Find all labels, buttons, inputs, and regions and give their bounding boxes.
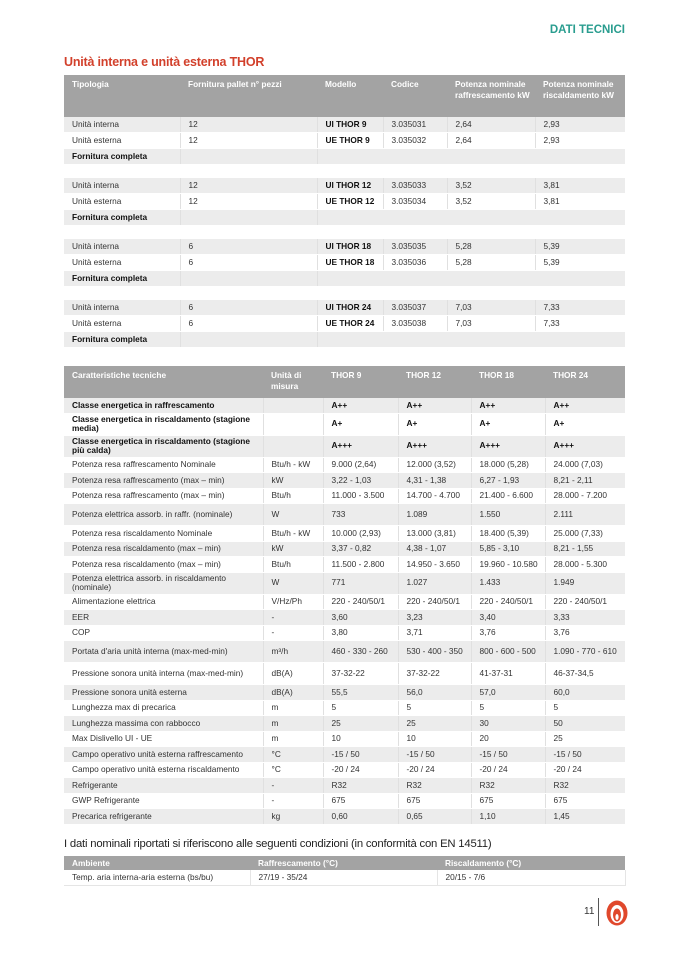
table-cell: A++ xyxy=(398,398,471,413)
table-cell: 5,28 xyxy=(447,255,535,271)
table-cell: m³/h xyxy=(263,641,323,663)
column-header: THOR 9 xyxy=(323,366,398,398)
column-header: THOR 12 xyxy=(398,366,471,398)
table-cell: 0,65 xyxy=(398,809,471,825)
table-cell: A+++ xyxy=(545,435,625,457)
table-row xyxy=(64,716,625,732)
column-header: Caratteristiche tecniche xyxy=(64,366,263,398)
table-cell: -20 / 24 xyxy=(471,762,545,778)
table-cell: 460 - 330 - 260 xyxy=(323,641,398,663)
table-cell: Potenza resa riscaldamento (max – min) xyxy=(64,541,263,557)
total-row xyxy=(64,149,625,165)
specs-table xyxy=(64,366,625,825)
column-header: Ambiente xyxy=(64,856,250,870)
table-cell: °C xyxy=(263,747,323,763)
table-cell: 41-37-31 xyxy=(471,663,545,685)
table-cell: 800 - 600 - 500 xyxy=(471,641,545,663)
table-cell: R32 xyxy=(545,778,625,794)
table-cell: UE THOR 24 xyxy=(317,316,383,332)
table-cell: UI THOR 18 xyxy=(317,239,383,255)
column-header: THOR 18 xyxy=(471,366,545,398)
table-cell: 1.090 - 770 - 610 xyxy=(545,641,625,663)
table-cell: 3.035038 xyxy=(383,316,447,332)
table-cell: 675 xyxy=(398,793,471,809)
table-cell: 4,31 - 1,38 xyxy=(398,473,471,489)
table-cell: 3,81 xyxy=(535,178,625,194)
table-cell: 530 - 400 - 350 xyxy=(398,641,471,663)
table-cell: Classe energetica in raffrescamento xyxy=(64,398,263,413)
table-cell: V/Hz/Ph xyxy=(263,594,323,610)
table-cell: UI THOR 12 xyxy=(317,178,383,194)
table-cell: 25.000 (7,33) xyxy=(545,526,625,542)
table-cell: 7,03 xyxy=(447,300,535,316)
total-label: Fornitura completa xyxy=(64,210,180,226)
table-row xyxy=(64,610,625,626)
table-cell: 220 - 240/50/1 xyxy=(323,594,398,610)
table-row xyxy=(64,413,625,435)
table-cell: 733 xyxy=(323,504,398,526)
table-cell: - xyxy=(263,610,323,626)
table-cell: Btu/h xyxy=(263,488,323,504)
table-cell xyxy=(180,271,317,287)
table-row xyxy=(64,809,625,825)
table-cell: Unità interna xyxy=(64,300,180,316)
table-cell: - xyxy=(263,793,323,809)
table-cell: 1.433 xyxy=(471,572,545,594)
table-cell: COP xyxy=(64,625,263,641)
table-cell: 220 - 240/50/1 xyxy=(398,594,471,610)
table-row xyxy=(64,194,625,210)
table-row xyxy=(64,731,625,747)
table-cell: EER xyxy=(64,610,263,626)
spacer xyxy=(64,287,625,301)
table-cell: Unità interna xyxy=(64,239,180,255)
table-cell: 21.400 - 6.600 xyxy=(471,488,545,504)
spacer xyxy=(64,165,625,179)
table-cell: 3,60 xyxy=(323,610,398,626)
table-cell: A++ xyxy=(471,398,545,413)
table-cell: 12 xyxy=(180,117,317,133)
table-row xyxy=(64,663,625,685)
table-row xyxy=(64,526,625,542)
table-row xyxy=(64,685,625,701)
table-cell: Potenza resa raffrescamento Nominale xyxy=(64,457,263,473)
table-row xyxy=(64,398,625,413)
table-cell: 3.035034 xyxy=(383,194,447,210)
page-title: Unità interna e unità esterna THOR xyxy=(64,55,265,69)
table-cell: Classe energetica in riscaldamento (stagione media) xyxy=(64,413,263,435)
table-row xyxy=(64,300,625,316)
table-cell: 3,52 xyxy=(447,178,535,194)
table-cell: m xyxy=(263,731,323,747)
table-cell: 14.700 - 4.700 xyxy=(398,488,471,504)
table-cell: 2,93 xyxy=(535,117,625,133)
table-cell xyxy=(263,413,323,435)
table-cell: 56,0 xyxy=(398,685,471,701)
table-cell: 3.035033 xyxy=(383,178,447,194)
table-cell: 3.035032 xyxy=(383,133,447,149)
column-header: Riscaldamento (°C) xyxy=(437,856,625,870)
table-row xyxy=(64,316,625,332)
table-cell: 13.000 (3,81) xyxy=(398,526,471,542)
table-cell: Potenza resa riscaldamento (max – min) xyxy=(64,557,263,573)
table-cell: 1.550 xyxy=(471,504,545,526)
table-cell: 6 xyxy=(180,239,317,255)
table-cell: UE THOR 12 xyxy=(317,194,383,210)
table-cell: -15 / 50 xyxy=(545,747,625,763)
table-row xyxy=(64,793,625,809)
table-cell: A+ xyxy=(471,413,545,435)
table-cell: UI THOR 24 xyxy=(317,300,383,316)
table-cell: 2,93 xyxy=(535,133,625,149)
table-cell: 1.089 xyxy=(398,504,471,526)
table-cell: Pressione sonora unità interna (max-med-min) xyxy=(64,663,263,685)
table-cell: R32 xyxy=(471,778,545,794)
table-cell: Pressione sonora unità esterna xyxy=(64,685,263,701)
table-cell: -15 / 50 xyxy=(471,747,545,763)
table-cell: UI THOR 9 xyxy=(317,117,383,133)
table-cell: 37-32-22 xyxy=(323,663,398,685)
table-cell: -20 / 24 xyxy=(545,762,625,778)
table-cell: 3,22 - 1,03 xyxy=(323,473,398,489)
table-cell: Campo operativo unità esterna riscaldamento xyxy=(64,762,263,778)
table-cell xyxy=(317,210,625,226)
table-cell: Unità interna xyxy=(64,178,180,194)
table-cell: kW xyxy=(263,473,323,489)
table-cell: Btu/h xyxy=(263,557,323,573)
table-cell xyxy=(317,332,625,348)
table-cell: 37-32-22 xyxy=(398,663,471,685)
table-cell: 10 xyxy=(323,731,398,747)
column-header: Codice xyxy=(383,75,447,117)
table-cell: 11.500 - 2.800 xyxy=(323,557,398,573)
table-cell xyxy=(180,149,317,165)
table-cell: R32 xyxy=(398,778,471,794)
table-cell: - xyxy=(263,625,323,641)
table-cell: W xyxy=(263,504,323,526)
table-cell: Btu/h - kW xyxy=(263,457,323,473)
table-cell: -15 / 50 xyxy=(323,747,398,763)
table-cell: A+ xyxy=(323,413,398,435)
table-cell: 19.960 - 10.580 xyxy=(471,557,545,573)
table-cell: A+++ xyxy=(471,435,545,457)
table-cell: 18.000 (5,28) xyxy=(471,457,545,473)
table-cell: 6,27 - 1,93 xyxy=(471,473,545,489)
table-cell: Unità esterna xyxy=(64,316,180,332)
table-cell: Potenza elettrica assorb. in riscaldamento (nominale) xyxy=(64,572,263,594)
total-row xyxy=(64,271,625,287)
table-row xyxy=(64,778,625,794)
table-cell: Classe energetica in riscaldamento (stagione più calda) xyxy=(64,435,263,457)
table-cell: R32 xyxy=(323,778,398,794)
table-cell: 3.035037 xyxy=(383,300,447,316)
table-cell: 3,76 xyxy=(545,625,625,641)
table-cell: 3,71 xyxy=(398,625,471,641)
table-cell: 12 xyxy=(180,178,317,194)
table-row xyxy=(64,178,625,194)
table-cell: Unità esterna xyxy=(64,194,180,210)
table-cell: 7,33 xyxy=(535,300,625,316)
table-cell: UE THOR 9 xyxy=(317,133,383,149)
table-row xyxy=(64,625,625,641)
table-cell: A+++ xyxy=(323,435,398,457)
table-cell: 4,38 - 1,07 xyxy=(398,541,471,557)
column-header: Tipologia xyxy=(64,75,180,117)
total-row xyxy=(64,210,625,226)
table-row xyxy=(64,457,625,473)
table-cell: 3,23 xyxy=(398,610,471,626)
table-cell: A++ xyxy=(545,398,625,413)
table-cell: A+ xyxy=(545,413,625,435)
table-cell: A++ xyxy=(323,398,398,413)
table-cell: - xyxy=(263,778,323,794)
table-cell: 25 xyxy=(323,716,398,732)
page-number: 11 xyxy=(584,906,595,917)
section-tag: DATI TECNICI xyxy=(549,24,625,36)
column-header: Modello xyxy=(317,75,383,117)
table-cell: m xyxy=(263,700,323,716)
table-cell: 25 xyxy=(398,716,471,732)
brand-logo-icon xyxy=(606,900,628,926)
table-cell: 5,85 - 3,10 xyxy=(471,541,545,557)
table-cell: Potenza elettrica assorb. in raffr. (nominale) xyxy=(64,504,263,526)
table-row xyxy=(64,641,625,663)
column-header: Unità di misura xyxy=(263,366,323,398)
table-cell: 3.035036 xyxy=(383,255,447,271)
table-row xyxy=(64,473,625,489)
column-header: Fornitura pallet n° pezzi xyxy=(180,75,317,117)
table-row xyxy=(64,133,625,149)
table-cell: 27/19 - 35/24 xyxy=(250,870,437,886)
table-cell: 6 xyxy=(180,255,317,271)
table-cell: 2,64 xyxy=(447,117,535,133)
table-cell: 2.111 xyxy=(545,504,625,526)
table-cell: 3,37 - 0,82 xyxy=(323,541,398,557)
total-row xyxy=(64,332,625,348)
table-cell xyxy=(317,271,625,287)
table-cell: 1.027 xyxy=(398,572,471,594)
table-cell: Alimentazione elettrica xyxy=(64,594,263,610)
table-cell: 6 xyxy=(180,300,317,316)
table-cell: 10.000 (2,93) xyxy=(323,526,398,542)
table-cell: Btu/h - kW xyxy=(263,526,323,542)
table-cell: kW xyxy=(263,541,323,557)
table-cell: 5 xyxy=(471,700,545,716)
table-cell: 6 xyxy=(180,316,317,332)
table-row xyxy=(64,488,625,504)
table-cell: 46-37-34,5 xyxy=(545,663,625,685)
table-cell: -20 / 24 xyxy=(398,762,471,778)
table-cell xyxy=(263,398,323,413)
table-cell: Precarica refrigerante xyxy=(64,809,263,825)
group-spacer xyxy=(64,165,625,179)
table-row xyxy=(64,239,625,255)
table-cell: 3,76 xyxy=(471,625,545,641)
column-header: Raffrescamento (°C) xyxy=(250,856,437,870)
table-cell: 0,60 xyxy=(323,809,398,825)
table-cell: 9.000 (2,64) xyxy=(323,457,398,473)
column-header: Potenza nominale riscaldamento kW xyxy=(535,75,625,117)
table-row xyxy=(64,435,625,457)
table-cell: 12 xyxy=(180,194,317,210)
table-cell: 771 xyxy=(323,572,398,594)
table-row xyxy=(64,504,625,526)
table-cell: Potenza resa raffrescamento (max – min) xyxy=(64,488,263,504)
table-cell xyxy=(317,149,625,165)
table-cell: 24.000 (7,03) xyxy=(545,457,625,473)
table-cell: 675 xyxy=(471,793,545,809)
table-cell: 1,45 xyxy=(545,809,625,825)
group-spacer xyxy=(64,226,625,240)
table-cell: Potenza resa riscaldamento Nominale xyxy=(64,526,263,542)
table-cell: 2,64 xyxy=(447,133,535,149)
table-cell: 8,21 - 2,11 xyxy=(545,473,625,489)
supply-table xyxy=(64,75,625,348)
table-cell: 10 xyxy=(398,731,471,747)
table-cell: 3.035035 xyxy=(383,239,447,255)
table-cell: 3,40 xyxy=(471,610,545,626)
table-cell: dB(A) xyxy=(263,663,323,685)
column-header: Potenza nominale raffrescamento kW xyxy=(447,75,535,117)
total-label: Fornitura completa xyxy=(64,332,180,348)
table-row xyxy=(64,762,625,778)
table-cell: 7,33 xyxy=(535,316,625,332)
table-row xyxy=(64,594,625,610)
table-cell: -15 / 50 xyxy=(398,747,471,763)
table-cell: 57,0 xyxy=(471,685,545,701)
table-cell: UE THOR 18 xyxy=(317,255,383,271)
table-cell: Unità interna xyxy=(64,117,180,133)
table-cell: 220 - 240/50/1 xyxy=(545,594,625,610)
table-row xyxy=(64,541,625,557)
table-cell: 14.950 - 3.650 xyxy=(398,557,471,573)
table-cell: 60,0 xyxy=(545,685,625,701)
table-cell: Unità esterna xyxy=(64,133,180,149)
group-spacer xyxy=(64,287,625,301)
table-cell: 5,39 xyxy=(535,239,625,255)
table-cell: Temp. aria interna-aria esterna (bs/bu) xyxy=(64,870,250,886)
table-cell: 11.000 - 3.500 xyxy=(323,488,398,504)
column-header: THOR 24 xyxy=(545,366,625,398)
table-cell: 675 xyxy=(323,793,398,809)
table-row xyxy=(64,572,625,594)
table-cell: A+ xyxy=(398,413,471,435)
table-cell: Refrigerante xyxy=(64,778,263,794)
table-cell: GWP Refrigerante xyxy=(64,793,263,809)
table-cell: 30 xyxy=(471,716,545,732)
table-cell: 12.000 (3,52) xyxy=(398,457,471,473)
page-separator xyxy=(598,898,599,926)
table-cell: 12 xyxy=(180,133,317,149)
table-cell xyxy=(180,210,317,226)
table-row xyxy=(64,700,625,716)
table-row xyxy=(64,255,625,271)
table-cell: Campo operativo unità esterna raffrescamento xyxy=(64,747,263,763)
total-label: Fornitura completa xyxy=(64,271,180,287)
table-cell: Potenza resa raffrescamento (max – min) xyxy=(64,473,263,489)
table-cell: 3,33 xyxy=(545,610,625,626)
table-cell: 28.000 - 7.200 xyxy=(545,488,625,504)
conditions-note: I dati nominali riportati si riferiscono alle seguenti condizioni (in conformità con EN 14511) xyxy=(64,838,492,850)
table-cell: -20 / 24 xyxy=(323,762,398,778)
table-row xyxy=(64,747,625,763)
table-cell xyxy=(180,332,317,348)
table-cell: 20 xyxy=(471,731,545,747)
table-cell: 20/15 - 7/6 xyxy=(437,870,625,886)
table-row xyxy=(64,870,625,886)
table-cell: 8,21 - 1,55 xyxy=(545,541,625,557)
table-cell: 18.400 (5,39) xyxy=(471,526,545,542)
table-cell xyxy=(263,435,323,457)
table-row xyxy=(64,557,625,573)
table-cell: 3,52 xyxy=(447,194,535,210)
table-cell: 220 - 240/50/1 xyxy=(471,594,545,610)
table-cell: 3,81 xyxy=(535,194,625,210)
table-cell: 5 xyxy=(545,700,625,716)
table-cell: 5,39 xyxy=(535,255,625,271)
table-cell: 1.949 xyxy=(545,572,625,594)
table-row xyxy=(64,117,625,133)
table-cell: dB(A) xyxy=(263,685,323,701)
table-cell: Max Dislivello UI - UE xyxy=(64,731,263,747)
table-cell: 5 xyxy=(398,700,471,716)
table-cell: 55,5 xyxy=(323,685,398,701)
table-cell: 5 xyxy=(323,700,398,716)
table-cell: 7,03 xyxy=(447,316,535,332)
table-cell: Unità esterna xyxy=(64,255,180,271)
total-label: Fornitura completa xyxy=(64,149,180,165)
table-cell: °C xyxy=(263,762,323,778)
table-cell: 1,10 xyxy=(471,809,545,825)
table-cell: 3.035031 xyxy=(383,117,447,133)
table-cell: 3,80 xyxy=(323,625,398,641)
table-cell: 675 xyxy=(545,793,625,809)
table-cell: kg xyxy=(263,809,323,825)
table-cell: A+++ xyxy=(398,435,471,457)
spacer xyxy=(64,226,625,240)
table-cell: Portata d'aria unità interna (max-med-min) xyxy=(64,641,263,663)
table-cell: 28.000 - 5.300 xyxy=(545,557,625,573)
table-cell: 25 xyxy=(545,731,625,747)
table-cell: 5,28 xyxy=(447,239,535,255)
table-cell: Lunghezza max di precarica xyxy=(64,700,263,716)
table-cell: Lunghezza massima con rabbocco xyxy=(64,716,263,732)
table-cell: m xyxy=(263,716,323,732)
table-cell: W xyxy=(263,572,323,594)
table-cell: 50 xyxy=(545,716,625,732)
conditions-table xyxy=(64,856,626,886)
